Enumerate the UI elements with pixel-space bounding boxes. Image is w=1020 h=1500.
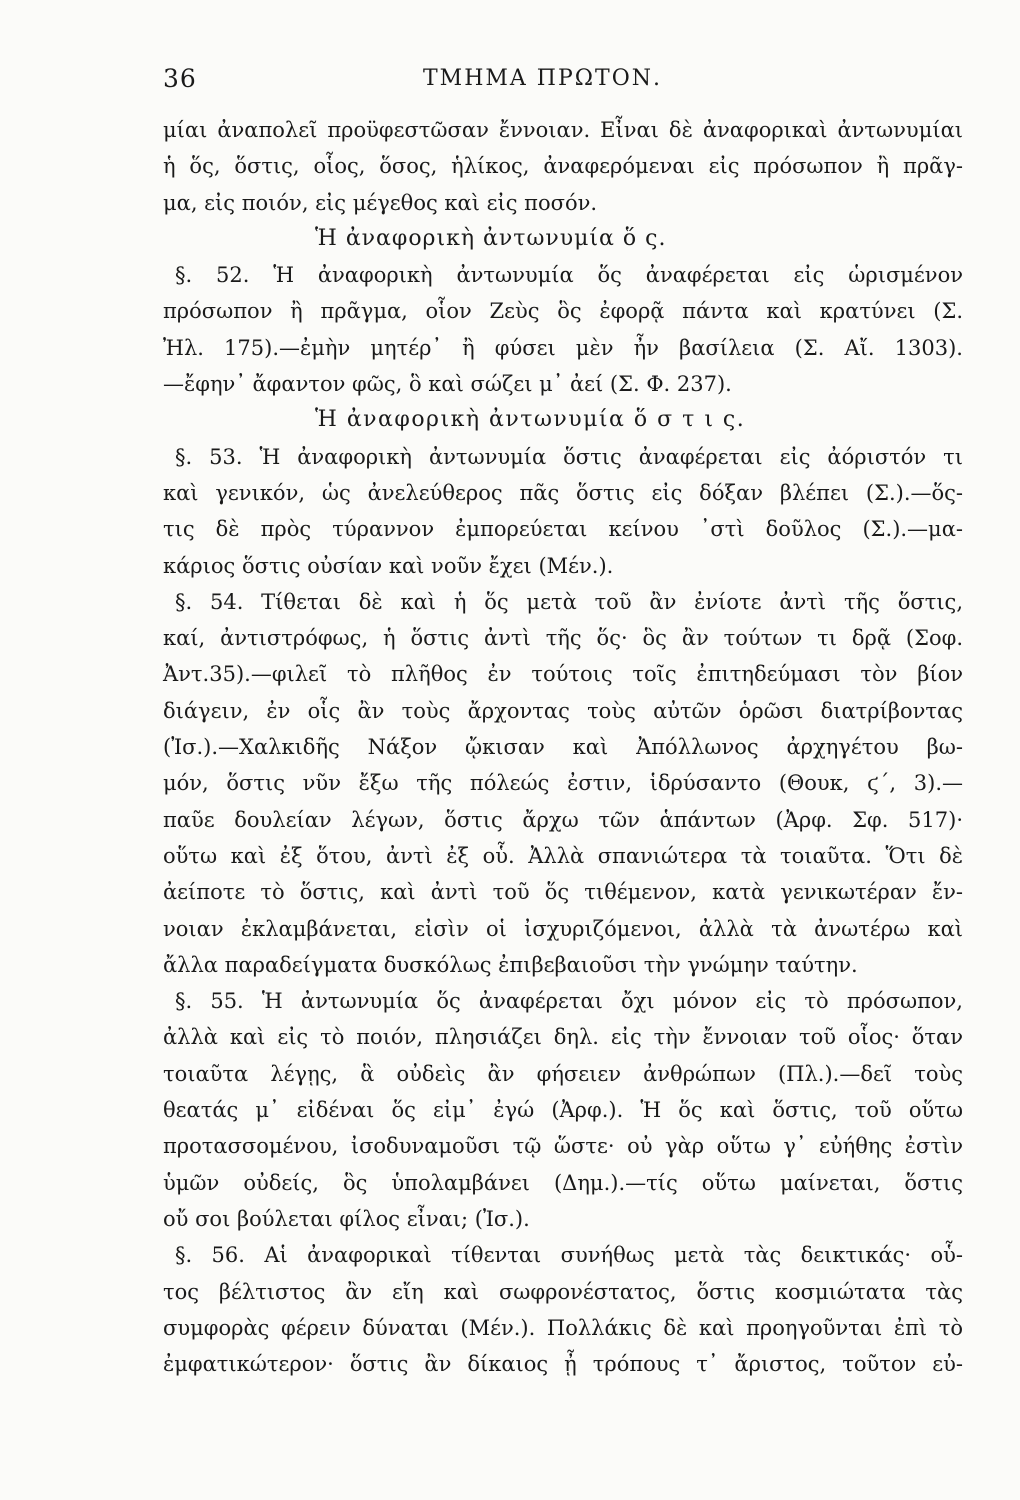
text-line: κάριος ὅστις οὐσίαν καὶ νοῦν ἔχει (Μέν.). bbox=[163, 553, 614, 578]
text-line: νοιαν ἐκλαμβάνεται, εἰσὶν οἱ ἰσχυριζόμενοι, ἀλλὰ τὰ ἀνωτέρω καὶ bbox=[163, 916, 963, 941]
text-line: τος βέλτιστος ἂν εἴη καὶ σωφρονέστατος, ὅστις κοσμιώτατα τὰς bbox=[163, 1279, 963, 1304]
paragraph-start: §. 54. Τίθεται δὲ καὶ ἡ ὅς μετὰ τοῦ ἂν ἐνίοτε ἀντὶ τῆς ὅστις, bbox=[175, 589, 963, 614]
body-text bbox=[163, 112, 963, 1382]
page-number: 36 bbox=[163, 64, 197, 93]
text-line: Ἠλ. 175).—ἐμὴν μητέρ᾽ ἢ φύσει μὲν ἦν βασίλεια (Σ. Αἴ. 1303). bbox=[163, 335, 963, 360]
text-line: ἀλλὰ καὶ εἰς τὸ ποιόν, πλησιάζει δηλ. εἰς τὴν ἔννοιαν τοῦ οἷος· ὅταν bbox=[163, 1025, 963, 1050]
text-line: καὶ γενικόν, ὡς ἀνελεύθερος πᾶς ὅστις εἰς δόξαν βλέπει (Σ.).—ὅς- bbox=[163, 480, 963, 505]
text-line: ἐμφατικώτερον· ὅστις ἂν δίκαιος ᾖ τρόπους τ᾽ ἄριστος, τοῦτον εὐ- bbox=[163, 1352, 963, 1377]
text-line: ἀείποτε τὸ ὅστις, καὶ ἀντὶ τοῦ ὅς τιθέμενον, κατὰ γενικωτέραν ἔν- bbox=[163, 880, 963, 905]
text-line: προτασσομένου, ἰσοδυναμοῦσι τῷ ὥστε· οὐ γὰρ οὕτω γ᾽ εὐήθης ἐστὶν bbox=[163, 1134, 963, 1159]
text-line: οὔ σοι βούλεται φίλος εἶναι; (Ἰσ.). bbox=[163, 1206, 530, 1231]
section-heading: Ἡ ἀναφορικὴ ἀντωνυμία ὅ ς. bbox=[315, 225, 667, 251]
text-line: τοιαῦτα λέγῃς, ἃ οὐδεὶς ἂν φήσειεν ἀνθρώπων (Πλ.).—δεῖ τοὺς bbox=[163, 1061, 963, 1086]
paragraph-start: §. 52. Ἡ ἀναφορικὴ ἀντωνυμία ὅς ἀναφέρεται εἰς ὡρισμένον bbox=[175, 263, 963, 288]
text-line: οὕτω καὶ ἐξ ὅτου, ἀντὶ ἐξ οὗ. Ἀλλὰ σπανιώτερα τὰ τοιαῦτα. Ὅτι δὲ bbox=[163, 843, 963, 868]
text-line: (Ἰσ.).—Χαλκιδῆς Νάξον ᾤκισαν καὶ Ἀπόλλωνος ἀρχηγέτου βω- bbox=[163, 735, 963, 760]
running-title: ΤΜΗΜΑ ΠΡΩΤΟΝ. bbox=[423, 66, 662, 91]
text-line: ἄλλα παραδείγματα δυσκόλως ἐπιβεβαιοῦσι τὴν γνώμην ταύτην. bbox=[163, 952, 858, 977]
text-line: συμφορὰς φέρειν δύναται (Μέν.). Πολλάκις δὲ καὶ προηγοῦνται ἐπὶ τὸ bbox=[163, 1315, 963, 1340]
page-header bbox=[163, 64, 963, 104]
text-line: θεατάς μ᾽ εἰδέναι ὅς εἰμ᾽ ἐγώ (Ἀρφ.). Ἡ ὅς καὶ ὅστις, τοῦ οὕτω bbox=[163, 1098, 963, 1123]
text-line: ἡ ὅς, ὅστις, οἷος, ὅσος, ἡλίκος, ἀναφερόμεναι εἰς πρόσωπον ἢ πρᾶγ- bbox=[163, 154, 963, 179]
text-line: ὑμῶν οὐδείς, ὃς ὑπολαμβάνει (Δημ.).—τίς οὕτω μαίνεται, ὅστις bbox=[163, 1170, 963, 1195]
paragraph-start: §. 53. Ἡ ἀναφορικὴ ἀντωνυμία ὅστις ἀναφέρεται εἰς ἀόριστόν τι bbox=[175, 444, 963, 469]
text-line: παῦε δουλείαν λέγων, ὅστις ἄρχω τῶν ἁπάντων (Ἀρφ. Σφ. 517)· bbox=[163, 807, 963, 832]
text-line: μα, εἰς ποιόν, εἰς μέγεθος καὶ εἰς ποσόν. bbox=[163, 190, 598, 215]
text-line: μίαι ἀναπολεῖ προϋφεστῶσαν ἔννοιαν. Εἶναι δὲ ἀναφορικαὶ ἀντωνυμίαι bbox=[163, 118, 963, 142]
text-line: —ἔφην᾽ ἄφαντον φῶς, ὃ καὶ σώζει μ᾽ ἀεί (Σ. Φ. 237). bbox=[163, 372, 732, 397]
text-line: μόν, ὅστις νῦν ἔξω τῆς πόλεώς ἐστιν, ἱδρύσαντο (Θουκ, ϛ΄, 3).— bbox=[163, 771, 963, 796]
text-line: πρόσωπον ἢ πρᾶγμα, οἷον Ζεὺς ὃς ἐφορᾷ πάντα καὶ κρατύνει (Σ. bbox=[163, 299, 963, 324]
text-line: διάγειν, ἐν οἷς ἂν τοὺς ἄρχοντας τοὺς αὐτῶν ὁρῶσι διατρίβοντας bbox=[163, 698, 963, 723]
paragraph-start: §. 55. Ἡ ἀντωνυμία ὅς ἀναφέρεται ὄχι μόνον εἰς τὸ πρόσωπον, bbox=[175, 989, 963, 1014]
text-line: Ἀντ.35).—φιλεῖ τὸ πλῆθος ἐν τούτοις τοῖς ἐπιτηδεύμασι τὸν βίον bbox=[163, 662, 963, 687]
text-line: τις δὲ πρὸς τύραννον ἐμπορεύεται κείνου ᾽στὶ δοῦλος (Σ.).—μα- bbox=[163, 517, 963, 542]
section-heading: Ἡ ἀναφορικὴ ἀντωνυμία ὅ σ τ ι ς. bbox=[315, 407, 746, 433]
paragraph-start: §. 56. Αἱ ἀναφορικαὶ τίθενται συνήθως μετὰ τὰς δεικτικάς· οὗ- bbox=[175, 1243, 963, 1268]
text-line: καί, ἀντιστρόφως, ἡ ὅστις ἀντὶ τῆς ὅς· ὃς ἂν τούτων τι δρᾷ (Σοφ. bbox=[163, 626, 963, 651]
